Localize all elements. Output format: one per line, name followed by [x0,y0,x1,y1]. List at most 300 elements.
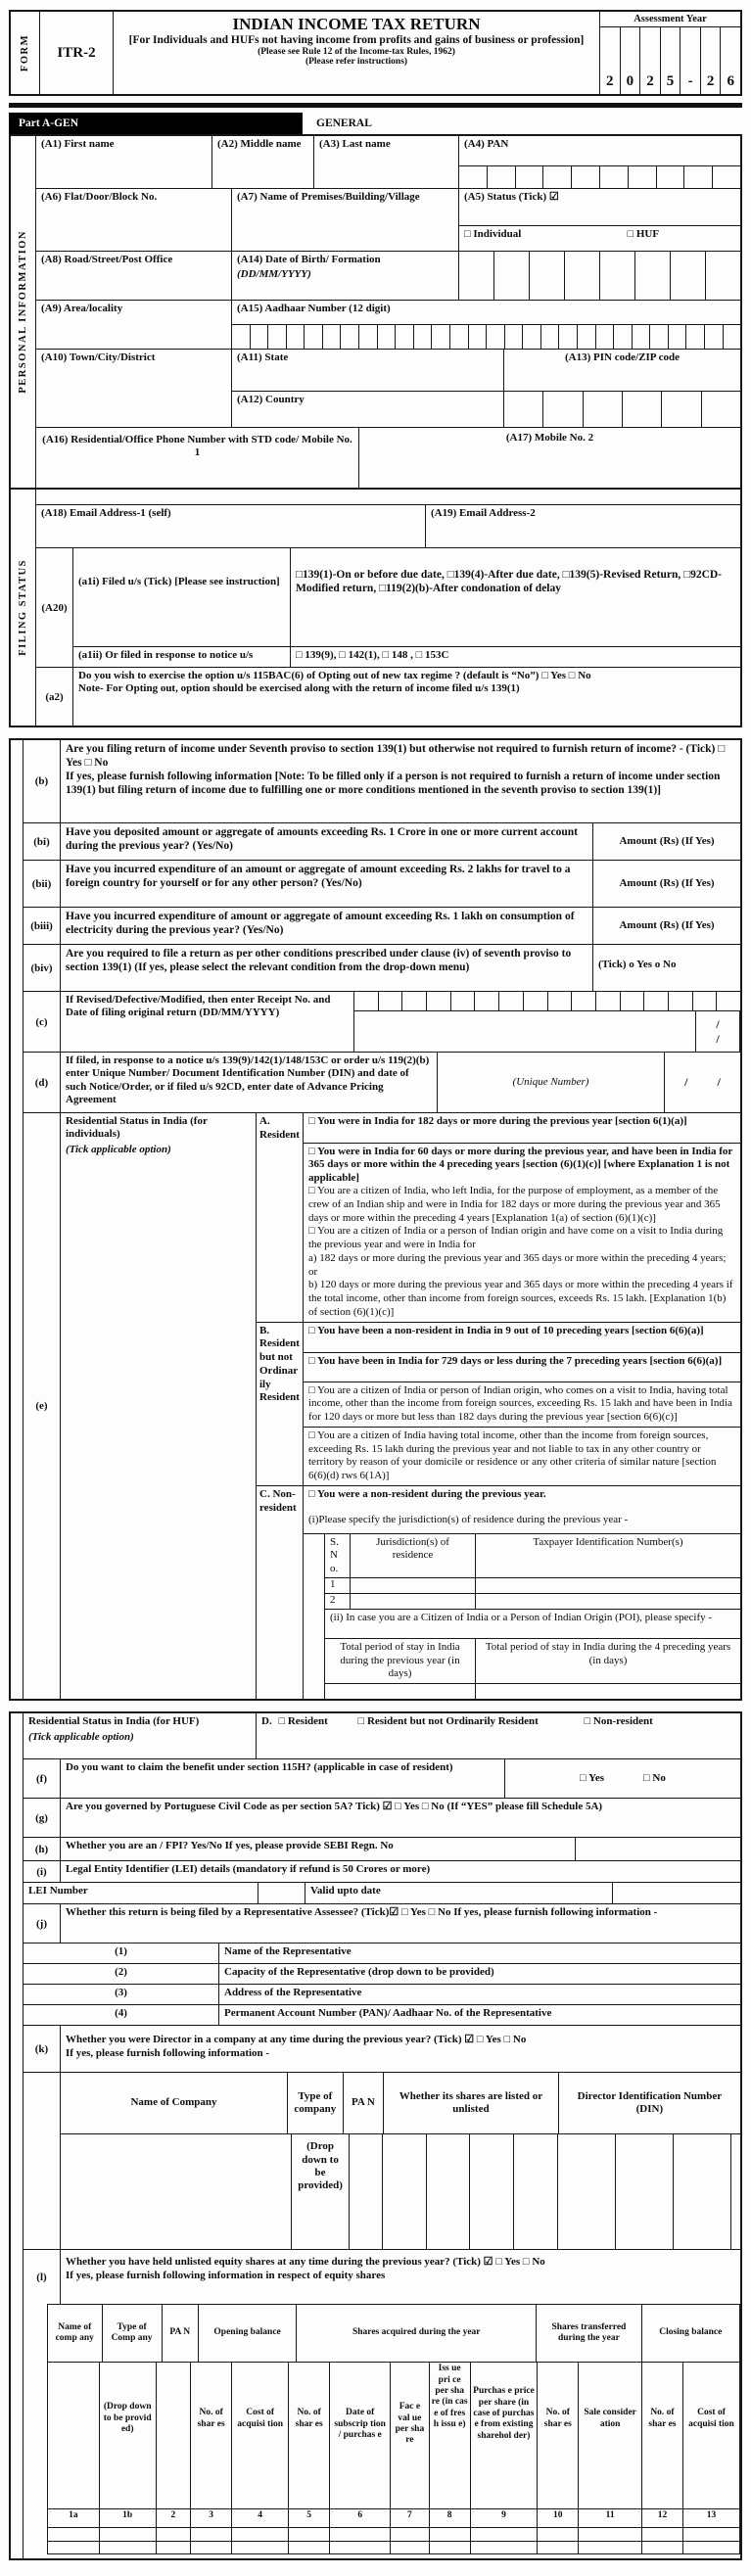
input-box[interactable] [716,992,740,1010]
spacer-row [36,490,740,504]
input-box[interactable] [431,325,449,349]
field-town-city[interactable]: (A10) Town/City/District [36,350,232,427]
dob-input-boxes[interactable] [459,252,740,300]
form-subtitle: [For Individuals and HUFs not having income from profits and gains of business or profession] [128,34,585,46]
code-e: (e) [23,1113,61,1699]
din-sub-cell[interactable] [558,2134,616,2249]
filed-us-label: (a1i) Filed u/s (Tick) [Please see instruction] [73,548,291,646]
input-box[interactable] [571,166,599,188]
listed-sub-cell[interactable] [470,2134,514,2249]
resident-option-3[interactable]: □ You are a citizen of India, who left India, for the purpose of employment, as a member of the crew of an Indian ship and were in India for 182 days or more during the previous year and 365 days or more within the preceding 4 years [Explanation 1(a) of section (6)(1)(c)] [308,1185,721,1224]
field-email1[interactable]: (A18) Email Address-1 (self) [36,505,426,547]
field-mobile2-label[interactable]: (A17) Mobile No. 2 [505,432,594,444]
rule-note: (Please see Rule 12 of the Income-tax Rules, 1962) [258,47,455,58]
equity-data-cell[interactable] [390,2528,428,2541]
company-pan-input[interactable] [350,2134,382,2249]
rnor-option-2[interactable]: □ You have been in India for 729 days or less during the 7 preceding years [section 6(6)(a)] [304,1352,740,1382]
assessment-year-digits[interactable] [600,27,740,94]
field-pan-label: (A4) PAN [464,138,509,150]
input-box[interactable] [250,325,268,349]
input-box[interactable] [450,992,475,1010]
input-box[interactable] [692,992,717,1010]
huf-status-options[interactable] [257,1713,740,1758]
resident-option-1[interactable]: □ You were in India for 182 days or more during the previous year [section 6(1)(a)] [308,1115,687,1127]
portuguese-code-question[interactable]: Are you governed by Portuguese Civil Code as per section 5A? Tick) ☑ □ Yes □ No (If “YES” please fill Schedule 5A) [66,1801,603,1813]
rep-name-label[interactable]: Name of the Representative [224,1945,352,1958]
huf-option-nonresident[interactable]: □ Non-resident [584,1715,653,1728]
s115h-question: Do you want to claim the benefit under section 115H? (applicable in case of resident) [61,1759,505,1798]
director-question[interactable]: Whether you were Director in a company at any time during the previous year? (Tick) ☑ □ Yes □ No [66,2034,527,2046]
residential-status-row [23,1112,740,1699]
field-status-label: (A5) Status (Tick) ☑ [464,191,559,203]
input-box[interactable] [286,325,305,349]
input-box[interactable] [704,325,723,349]
ay-digit: 2 [639,27,660,94]
fpi-question[interactable]: Whether you are an / FPI? Yes/No If yes, please provide SEBI Regn. No [61,1838,576,1860]
rep-row-number: (4) [23,2005,219,2025]
field-aadhaar-label: (A15) Aadhaar Number (12 digit) [237,303,391,314]
equity-colnum: 12 [641,2509,682,2527]
input-box[interactable] [358,325,377,349]
sebi-regn-input[interactable] [576,1838,740,1860]
jur-indent-cell [304,1534,325,1699]
ay-digit: 2 [700,27,721,94]
input-box[interactable] [668,992,692,1010]
input-box[interactable] [449,325,468,349]
proviso-bii-amount[interactable]: Amount (Rs) (If Yes) [619,876,715,889]
code-k: (k) [23,2026,61,2072]
input-box[interactable] [668,325,686,349]
lei-number-input[interactable] [258,1883,305,1903]
input-box[interactable] [599,166,628,188]
input-box[interactable] [577,325,595,349]
margin-column [11,740,23,1699]
code-j: (j) [23,1904,61,1943]
rep-row-number: (2) [23,1964,219,1984]
input-box[interactable] [523,992,547,1010]
input-box[interactable] [705,252,740,300]
equity-data-cell[interactable] [682,2542,739,2553]
input-box[interactable] [504,325,523,349]
filing-status-side [11,490,36,726]
equity-colnum: 10 [537,2509,578,2527]
filed-us-options[interactable]: □139(1)-On or before due date, □139(4)-After due date, □139(5)-Revised Return, □92CD-Modified return, □119(2)(b)-After condonation of delay [296,569,723,595]
equity-data-cell[interactable] [641,2542,682,2553]
field-state[interactable]: (A11) State [232,350,504,391]
equity-colnum: 5 [288,2509,329,2527]
huf-status-sublabel: (Tick applicable option) [28,1730,134,1743]
form-header [9,10,742,96]
equity-data-cell[interactable] [470,2542,538,2553]
huf-option-resident[interactable]: □ Resident [278,1715,328,1728]
poi-instruction: (ii) In case you are a Citizen of India or a Person of Indian Origin (POI), please specify - [325,1609,740,1638]
company-col-name: Name of Company [61,2073,288,2133]
status-huf-checkbox[interactable]: □ HUF [627,228,660,240]
equity-sub-issueprice: Iss ue pri ce per sha re (in cas e of fres h issu e) [429,2363,470,2508]
equity-data-cell[interactable] [429,2528,470,2541]
equity-sub-pan [156,2363,190,2508]
equity-group-closing: Closing balance [641,2305,739,2362]
huf-d-head: D. [261,1715,272,1728]
proviso-biii-amount[interactable]: Amount (Rs) (If Yes) [619,918,715,931]
equity-colnum: 2 [156,2509,190,2527]
date-slash: / [716,1031,720,1046]
code-d: (d) [23,1053,61,1112]
equity-group-name: Name of comp any [55,2321,94,2344]
part-a-gen-label: Part A-GEN [9,113,303,134]
input-box[interactable] [304,325,322,349]
equity-data-cell[interactable] [288,2542,329,2553]
code-b: (b) [23,740,61,822]
input-box[interactable] [515,166,543,188]
rnor-option-3[interactable]: □ You are a citizen of India or person of Indian origin, who comes on a visit to India, having total income, other than the income from foreign sources, exceeding Rs. 15 lakh and have been in India for 120 days or more but less than 182 days during the previous year [section 6(6)(c)] [304,1382,740,1427]
input-box[interactable] [267,325,286,349]
equity-colnum: 7 [390,2509,428,2527]
rnor-option-4[interactable]: □ You are a citizen of India having total income, other than the income from foreign sources, exceeding Rs. 15 lakh during the previous year and not liable to tax in any other country or territory by reason of your domicile or residence or any other criteria of similar nature [section 6(6)(d) rws 6(1A)] [304,1427,740,1485]
lei-details-label: Legal Entity Identifier (LEI) details (mandatory if refund is 50 Crores or more) [66,1863,431,1876]
rep-row-number: (3) [23,1985,219,2004]
stay-previous-year-label: Total period of stay in India during the previous year (in days) [325,1639,476,1683]
input-box[interactable] [504,392,542,427]
field-dob-label: (A14) Date of Birth/ Formation [237,254,381,265]
rnor-head: B. Resident but not Ordinarily Resident [257,1323,304,1485]
equity-colnum: 6 [329,2509,390,2527]
s115h-yes-checkbox[interactable]: □ Yes [580,1771,605,1784]
equity-data-cell[interactable] [682,2528,739,2541]
company-type-dropdown[interactable]: (Drop down to be provided) [292,2134,351,2249]
equity-group-pan: PA N [162,2305,198,2362]
input-box[interactable] [643,992,668,1010]
listed-sub-cell[interactable] [514,2134,557,2249]
equity-data-cell[interactable] [288,2528,329,2541]
form-title: INDIAN INCOME TAX RETURN [232,15,481,33]
company-col-pan: PA N [344,2073,384,2133]
stay-4-years-input[interactable] [476,1684,740,1699]
field-country[interactable]: (A12) Country [232,392,504,427]
din-date-field[interactable]: / / [664,1053,740,1112]
equity-sub-cost-opening: Cost of acquisi tion [231,2363,288,2508]
field-email2[interactable]: (A19) Email Address-2 [431,507,536,519]
residential-sublabel: (Tick applicable option) [66,1143,171,1155]
pan-input-boxes[interactable] [459,165,740,188]
input-box[interactable] [413,325,432,349]
equity-colnum: 1a [69,2510,78,2521]
input-box[interactable] [683,166,712,188]
form-vertical-label [11,12,40,94]
equity-sub-noshares-closing: No. of shar es [641,2363,682,2508]
equity-sub-name [48,2363,99,2508]
equity-data-cell[interactable] [429,2542,470,2553]
equity-sub-noshares-transferred: No. of shar es [537,2363,578,2508]
proviso-biii-question[interactable]: Have you incurred expenditure of amount or aggregate of amount exceeding Rs. 1 lakh on consumption of electricity during the previous year? (Yes/No) [61,908,593,944]
din-sub-cell[interactable] [731,2134,740,2249]
equity-group-opening: Opening balance [198,2305,296,2362]
equity-data-cell[interactable] [578,2528,641,2541]
optout-question[interactable]: Do you wish to exercise the option u/s 115BAC(6) of Opting out of new tax regime ? (default is “No”) □ Yes □ No [78,670,591,681]
input-box[interactable] [426,992,450,1010]
seventh-proviso-section [9,738,742,1701]
unlisted-shares-note: If yes, please furnish following information in respect of equity shares [66,2269,386,2281]
input-box[interactable] [634,252,670,300]
resident-head: A. Resident [257,1113,304,1322]
form-title-block [113,12,600,94]
input-box[interactable] [622,392,661,427]
listed-sub-cell[interactable] [383,2134,427,2249]
part-a-gen-title: GENERAL [316,117,372,129]
input-box[interactable] [701,392,740,427]
equity-colnum: 4 [231,2509,288,2527]
company-name-input[interactable] [61,2134,292,2249]
huf-and-other-section [9,1711,742,2560]
ay-digit: 5 [660,27,681,94]
input-box[interactable] [599,252,634,300]
equity-data-cell[interactable] [190,2528,231,2541]
input-box[interactable] [670,252,705,300]
proviso-note: If yes, please furnish following information [Note: To be filled only if a person is not required to furnish a return of income under section 139(1) but filing return of income due to fulfilling one or more conditions mentioned in the seventh proviso to section 139(1)] [66,771,721,797]
field-flat-door-block[interactable]: (A6) Flat/Door/Block No. [36,189,232,251]
input-box[interactable] [547,992,572,1010]
jur-col-sn: S. N o. [325,1534,351,1577]
jur-row1-tin[interactable] [476,1578,740,1593]
input-box[interactable] [522,325,540,349]
equity-data-cell[interactable] [578,2542,641,2553]
input-box[interactable] [340,325,358,349]
revised-receipt-label: If Revised/Defective/Modified, then enter Receipt No. and Date of filing original return (DD/MM/YYYY) [61,992,354,1052]
equity-sub-facevalue: Fac e val ue per sha re [390,2363,428,2508]
code-a20: (A20) [36,548,73,667]
listed-sub-cell[interactable] [427,2134,471,2249]
proviso-biv-tick[interactable]: (Tick) o Yes o No [598,959,677,970]
input-box[interactable] [377,325,396,349]
equity-data-cell[interactable] [99,2542,156,2553]
lei-number-label: LEI Number [23,1883,258,1903]
jurisdiction-instruction: (i)Please specify the jurisdiction(s) of residence during the previous year - [308,1513,629,1525]
equity-data-cell[interactable] [537,2542,578,2553]
receipt-number-boxes[interactable] [354,992,740,1011]
input-box[interactable] [401,992,426,1010]
field-last-name[interactable]: (A3) Last name [314,136,459,188]
resident-option-2[interactable]: □ You were in India for 60 days or more during the previous year, and have been in India for 365 days or more within the 4 preceding years [section (6)(1)(c)] [where Explanation 1 is not applicable] [308,1146,733,1184]
stay-previous-year-input[interactable] [325,1684,476,1699]
input-box[interactable] [712,166,740,188]
din-label: If filed, in response to a notice u/s 139(9)/142(1)/148/153C or order u/s 119(2)(b) enter Unique Number/ Document Identification Number (DIN) and date of such Notice/Order, or if filed u/s 92CD, enter date of Advance Pricing Agreement [61,1053,438,1112]
stay-4-years-label: Total period of stay in India during the 4 preceding years (in days) [485,1641,731,1666]
input-box[interactable] [595,325,614,349]
jur-row2-tin[interactable] [476,1594,740,1609]
lei-valid-label: Valid upto date [305,1883,613,1903]
ay-digit-separator: - [680,27,700,94]
input-box[interactable] [542,166,571,188]
equity-data-cell[interactable] [390,2542,428,2553]
input-box[interactable] [613,325,632,349]
input-box[interactable] [620,992,644,1010]
s115h-options[interactable] [505,1759,740,1798]
form-code: ITR-2 [57,44,96,61]
equity-data-cell[interactable] [48,2542,99,2553]
equity-data-cell[interactable] [470,2528,538,2541]
equity-data-cell[interactable] [231,2542,288,2553]
input-box[interactable] [459,252,493,300]
input-box[interactable] [486,325,504,349]
nonresident-head: C. Non-resident [257,1486,304,1699]
input-box[interactable] [583,392,622,427]
equity-data-cell[interactable] [156,2542,190,2553]
input-box[interactable] [540,325,559,349]
field-middle-name[interactable]: (A2) Middle name [212,136,314,188]
din-sub-cell[interactable] [616,2134,674,2249]
field-dob-format: (DD/MM/YYYY) [237,268,311,281]
ay-digit: 6 [720,27,740,94]
equity-data-cell[interactable] [537,2528,578,2541]
field-area-locality[interactable]: (A9) Area/locality [36,301,232,349]
proviso-bi-amount[interactable]: Amount (Rs) (If Yes) [619,834,715,847]
input-box[interactable] [498,992,523,1010]
input-box[interactable] [322,325,341,349]
unique-number-field[interactable]: (Unique Number) [512,1075,589,1088]
code-l: (l) [23,2250,61,2304]
representative-question[interactable]: Whether this return is being filed by a Representative Assessee? (Tick)☑ □ Yes □ No If yes, please furnish following information - [66,1906,658,1919]
equity-sub-noshares-acquired: No. of shar es [288,2363,329,2508]
optout-note: Note- For Opting out, option should be exercised along with the return of income filed u/s 139(1) [78,682,520,695]
resident-option-4b: b) 120 days or more during the previous year and 365 days or more within the preceding 4 years if the total income, other than income from foreign sources, exceeds Rs. 15 lakh. [Explanation 1(b) of section (6)(1)(c)] [308,1279,733,1318]
code-h: (h) [23,1838,61,1860]
input-box[interactable] [656,166,684,188]
aadhaar-input-boxes[interactable] [232,324,740,349]
input-box[interactable] [564,252,599,300]
input-box[interactable] [685,325,704,349]
pincode-input-boxes[interactable] [504,392,740,427]
code-bii: (bii) [23,861,61,907]
rep-pan-label[interactable]: Permanent Account Number (PAN)/ Aadhaar No. of the Representative [224,2007,552,2020]
input-box[interactable] [474,992,498,1010]
field-phone-label[interactable]: (A16) Residential/Office Phone Number with STD code/ Mobile No. 1 [36,428,359,488]
jur-row1-jurisdiction[interactable] [351,1578,476,1593]
equity-data-cell[interactable] [231,2528,288,2541]
personal-info-side-label: PERSONAL INFORMATION [18,230,28,394]
jur-col-tin: Taxpayer Identification Number(s) [533,1535,683,1548]
equity-table-row [23,2304,740,2558]
status-individual-checkbox[interactable]: □ Individual [464,228,522,240]
equity-group-transferred: Shares transferred during the year [536,2305,640,2362]
huf-status-label: Residential Status in India (for HUF) [28,1715,200,1728]
input-box[interactable] [354,992,378,1010]
date-slash: / [716,1016,720,1031]
personal-info-side [11,136,36,488]
filing-status-side-label: FILING STATUS [18,559,28,656]
equity-data-cell[interactable] [48,2528,99,2541]
input-box[interactable] [649,325,668,349]
equity-group-type: Type of Comp any [102,2305,162,2362]
input-box[interactable] [232,325,250,349]
equity-data-cell[interactable] [641,2528,682,2541]
personal-information-section [9,134,742,490]
code-biv: (biv) [23,945,61,991]
input-box[interactable] [468,325,487,349]
part-a-gen-bar [9,113,742,134]
rep-capacity-label[interactable]: Capacity of the Representative (drop down to be provided) [224,1966,494,1979]
input-box[interactable] [459,166,487,188]
proviso-question[interactable]: Are you filing return of income under Seventh proviso to section 139(1) but otherwise not required to furnish return of income? - (Tick) □ Yes □ No [66,743,726,770]
rnor-option-1[interactable]: □ You have been a non-resident in India in 9 out of 10 preceding years [section 6(6)(a)] [308,1324,704,1336]
notice-us-options[interactable]: □ 139(9), □ 142(1), □ 148 , □ 153C [296,649,449,661]
jur-row-number: 2 [325,1594,351,1609]
input-box[interactable] [395,325,413,349]
equity-data-cell[interactable] [329,2528,390,2541]
huf-option-rnor[interactable]: □ Resident but not Ordinarily Resident [357,1715,539,1728]
equity-sub-purchaseprice: Purchas e price per share (in case of purchas e from existing sharehol der) [470,2363,538,2508]
code-c: (c) [23,992,61,1052]
field-road-street[interactable]: (A8) Road/Street/Post Office [36,252,232,300]
resident-option-4a: a) 182 days or more during the previous year and 365 days or more within the preceding 4 years; or [308,1251,727,1278]
field-first-name[interactable]: (A1) First name [36,136,212,188]
table-gap [9,727,742,738]
input-box[interactable] [378,992,402,1010]
jur-col-jurisdiction: Jurisdiction(s) of residence [351,1534,476,1577]
code-bi: (bi) [23,823,61,860]
company-table-row [23,2072,740,2249]
input-box[interactable] [558,325,577,349]
equity-group-acquired: Shares acquired during the year [296,2305,536,2362]
input-box[interactable] [632,325,650,349]
rep-row-number: (1) [23,1944,219,1963]
rep-address-label[interactable]: Address of the Representative [224,1987,362,1999]
input-box[interactable] [493,252,529,300]
margin-column [11,1713,23,2558]
equity-sub-dropdown: (Drop down to be provid ed) [99,2363,156,2508]
company-table-indent [23,2073,61,2249]
input-box[interactable] [487,166,515,188]
input-box[interactable] [529,252,564,300]
proviso-bi-question[interactable]: Have you deposited amount or aggregate of amounts exceeding Rs. 1 Crore in one or more current account during the previous year? (Yes/No) [61,823,593,860]
input-box[interactable] [595,992,620,1010]
equity-data-cell[interactable] [329,2542,390,2553]
jur-row2-jurisdiction[interactable] [351,1594,476,1609]
resident-option-4[interactable]: □ You are a citizen of India or a person of Indian origin and have come on a visit to India during the previous year and were in India for [308,1225,724,1251]
section-divider-bar [9,103,742,108]
input-box[interactable] [628,166,656,188]
company-col-din: Director Identification Number (DIN) [577,2089,723,2116]
input-box[interactable] [542,392,582,427]
code-a2: (a2) [36,668,73,726]
form-label: FORM [20,33,30,72]
field-premises[interactable]: (A7) Name of Premises/Building/Village [232,189,459,251]
input-box[interactable] [661,392,700,427]
equity-data-cell[interactable] [190,2542,231,2553]
nonresident-option-1[interactable]: □ You were a non-resident during the previous year. [308,1487,546,1500]
equity-sub-sale: Sale consider ation [578,2363,641,2508]
proviso-bii-question[interactable]: Have you incurred expenditure of an amount or aggregate of amount exceeding Rs. 2 lakhs for travel to a foreign country for yourself or for any other person? (Yes/No) [61,861,593,907]
lei-valid-input[interactable] [613,1883,740,1903]
equity-data-cell[interactable] [99,2528,156,2541]
assessment-year-block [600,12,740,94]
filing-status-section [9,488,742,727]
table-gap [9,1701,742,1711]
din-sub-cell[interactable] [674,2134,731,2249]
code-g: (g) [23,1799,61,1837]
company-col-listed: Whether its shares are listed or unlisted [384,2073,559,2133]
input-box[interactable] [571,992,595,1010]
equity-data-cell[interactable] [156,2528,190,2541]
s115h-no-checkbox[interactable]: □ No [643,1771,666,1784]
code-biii: (biii) [23,908,61,944]
input-box[interactable] [723,325,741,349]
company-col-type: Type of company [288,2073,344,2133]
equity-sub-noshares-opening: No. of shar es [190,2363,231,2508]
receipt-date-area[interactable] [354,1011,695,1052]
proviso-biv-question[interactable]: Are you required to file a return as per other conditions prescribed under clause (iv) of seventh proviso to section 139(1) (If yes, please select the relevant condition from the drop-down menu) [61,945,593,991]
unlisted-shares-question[interactable]: Whether you have held unlisted equity shares at any time during the previous year? (Tick) ☑ □ Yes □ No [66,2256,545,2269]
field-pincode-label: (A13) PIN code/ZIP code [564,351,680,363]
